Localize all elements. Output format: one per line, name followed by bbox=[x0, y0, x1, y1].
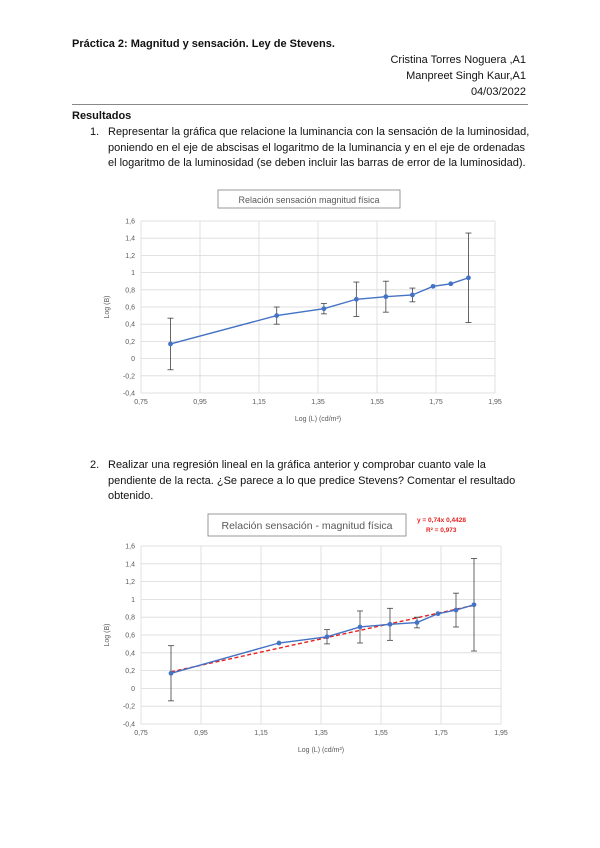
data-point bbox=[448, 281, 453, 286]
data-point bbox=[168, 342, 173, 347]
y-tick-label: 1,2 bbox=[125, 252, 135, 260]
y-tick-label: 0,4 bbox=[125, 321, 135, 329]
report-date: 04/03/2022 bbox=[470, 86, 526, 98]
question-number: 1. bbox=[90, 126, 100, 138]
y-tick-label: 0,6 bbox=[125, 304, 135, 312]
x-tick-label: 1,55 bbox=[374, 730, 388, 737]
chart-linear-regression bbox=[0, 505, 600, 775]
question-text: Realizar una regresión lineal en la gráfica anterior y comprobar cuanto vale la pendiente de la recta. ¿Se parece a lo que predice Stevens? Comentar el resultado obtenido. bbox=[108, 459, 516, 502]
y-tick-label: 0 bbox=[131, 356, 135, 364]
x-axis-label: Log (L) (cd/m²) bbox=[294, 416, 342, 423]
y-tick-label: 0,4 bbox=[125, 650, 135, 658]
data-point bbox=[472, 602, 477, 607]
data-point bbox=[388, 622, 393, 627]
data-point bbox=[466, 275, 471, 280]
y-tick-label: 0,8 bbox=[125, 287, 135, 295]
y-tick-label: 1 bbox=[131, 596, 135, 604]
x-tick-label: 0,75 bbox=[134, 399, 148, 406]
x-tick-label: 1,95 bbox=[488, 399, 502, 406]
y-tick-label: -0,2 bbox=[122, 703, 135, 711]
series-line bbox=[171, 278, 469, 344]
data-point bbox=[383, 294, 388, 299]
chart-sensation-vs-magnitude bbox=[0, 180, 600, 440]
section-title: Resultados bbox=[72, 110, 132, 122]
data-point bbox=[436, 611, 441, 616]
data-point bbox=[454, 608, 459, 613]
y-tick-label: 1,2 bbox=[125, 579, 135, 587]
data-point bbox=[277, 641, 282, 646]
regression-r2: R² = 0,973 bbox=[426, 527, 457, 534]
question-number: 2. bbox=[90, 459, 100, 471]
y-tick-label: 0,2 bbox=[125, 338, 135, 346]
y-tick-label: 1 bbox=[131, 270, 135, 278]
chart-title: Relación sensación - magnitud física bbox=[221, 520, 393, 532]
y-tick-label: 0,8 bbox=[125, 614, 135, 622]
x-tick-label: 1,75 bbox=[434, 730, 448, 737]
x-tick-label: 1,35 bbox=[311, 399, 325, 406]
y-axis-label: Log (B) bbox=[104, 623, 111, 647]
data-point bbox=[354, 297, 359, 302]
question-text: Representar la gráfica que relacione la luminancia con la sensación de la luminosidad, poniendo en el eje de abscisas el logaritmo de la luminancia y en el eje de ordenadas el logaritmo de la luminosidad (se deben incluir las barras de error de la luminosidad). bbox=[108, 126, 530, 169]
y-tick-label: 0,6 bbox=[125, 632, 135, 640]
question-item bbox=[90, 125, 530, 172]
y-tick-label: 0 bbox=[131, 685, 135, 693]
page-title: Práctica 2: Magnitud y sensación. Ley de Stevens. bbox=[72, 38, 335, 50]
x-axis-label: Log (L) (cd/m²) bbox=[297, 747, 345, 754]
data-point bbox=[274, 313, 279, 318]
data-point bbox=[169, 671, 174, 676]
data-point bbox=[410, 293, 415, 298]
y-tick-label: 1,4 bbox=[125, 235, 135, 243]
author-name: Manpreet Singh Kaur,A1 bbox=[406, 70, 526, 82]
data-point bbox=[431, 284, 436, 289]
x-tick-label: 1,15 bbox=[254, 730, 268, 737]
x-tick-label: 1,15 bbox=[252, 399, 266, 406]
y-tick-label: -0,4 bbox=[122, 390, 135, 398]
y-tick-label: 1,4 bbox=[125, 561, 135, 569]
header-divider bbox=[72, 104, 528, 105]
y-tick-label: -0,2 bbox=[122, 373, 135, 381]
author-block bbox=[390, 52, 526, 100]
x-tick-label: 1,75 bbox=[429, 399, 443, 406]
chart-title: Relación sensación magnitud física bbox=[238, 195, 380, 205]
x-tick-label: 1,55 bbox=[370, 399, 384, 406]
author-name: Cristina Torres Noguera ,A1 bbox=[390, 54, 526, 66]
x-tick-label: 0,95 bbox=[194, 730, 208, 737]
x-tick-label: 1,95 bbox=[494, 730, 508, 737]
y-tick-label: 1,6 bbox=[125, 543, 135, 551]
x-tick-label: 0,75 bbox=[134, 730, 148, 737]
trendline bbox=[171, 605, 474, 672]
y-tick-label: 0,2 bbox=[125, 668, 135, 676]
x-tick-label: 1,35 bbox=[314, 730, 328, 737]
question-item bbox=[90, 458, 530, 505]
y-tick-label: 1,6 bbox=[125, 218, 135, 226]
data-point bbox=[358, 625, 363, 630]
regression-equation: y = 0,74x 0,4428 bbox=[417, 517, 466, 524]
y-tick-label: -0,4 bbox=[122, 721, 135, 729]
x-tick-label: 0,95 bbox=[193, 399, 207, 406]
data-point bbox=[322, 306, 327, 311]
data-point bbox=[325, 634, 330, 639]
data-point bbox=[415, 620, 420, 625]
y-axis-label: Log (B) bbox=[104, 295, 111, 319]
